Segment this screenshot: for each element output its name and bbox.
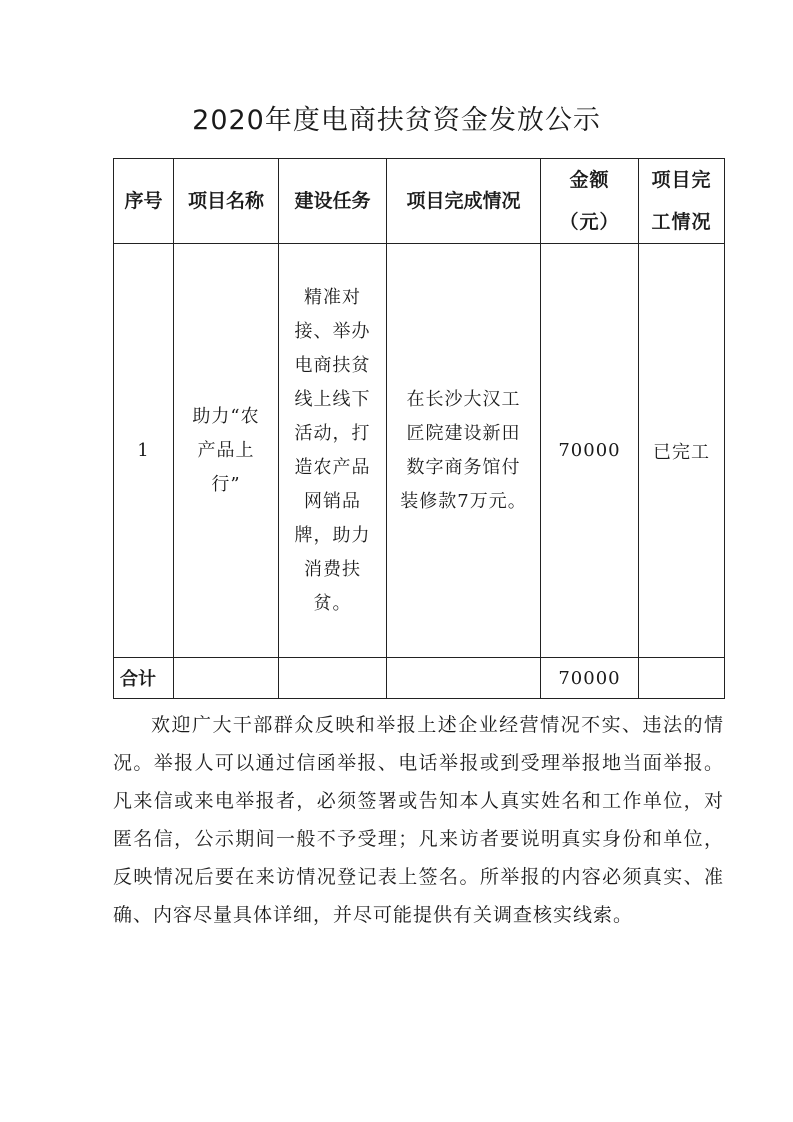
header-name: 项目名称: [174, 159, 279, 244]
total-empty-name: [174, 658, 279, 699]
notice-text: 欢迎广大干部群众反映和举报上述企业经营情况不实、违法的情况。举报人可以通过信函举报、电话举报或到受理举报地当面举报。凡来信或来电举报者，必须签署或告知本人真实姓名和工作单位，对匿名信，公示期间一般不予受理；凡来访者要说明真实身份和单位，反映情况后要在来访情况登记表上签名。所举报的内容必须真实、准确、内容尽量具体详细，并尽可能提供有关调查核实线索。: [113, 714, 724, 926]
total-row: [114, 658, 725, 699]
table-row: [114, 244, 725, 658]
total-empty-task: [279, 658, 387, 699]
header-completion: [639, 159, 725, 244]
cell-amount: [541, 244, 639, 658]
total-amount-value: 70000: [558, 667, 621, 689]
header-task: 建设任务: [279, 159, 387, 244]
notice-paragraph: [113, 706, 724, 934]
header-amount-label: 金额（元）: [559, 169, 620, 233]
fund-table: [113, 158, 725, 699]
cell-task-value: 精准对接、举办电商扶贫线上线下活动，打造农产品网销品牌，助力消费扶贫。: [294, 286, 371, 614]
header-completion-label: 项目完工情况: [651, 169, 712, 233]
header-seq: 序号: [114, 159, 174, 244]
page-title: 2020年度电商扶贫资金发放公示: [192, 105, 601, 136]
table-header-row: [114, 159, 725, 244]
total-label: 合计: [114, 658, 174, 699]
cell-completion-value: 已完工: [653, 441, 710, 463]
total-empty-completion: [639, 658, 725, 699]
header-status: 项目完成情况: [387, 159, 541, 244]
cell-seq-value: 1: [137, 440, 150, 461]
cell-name: [174, 244, 279, 658]
cell-status-value: 在长沙大汉工匠院建设新田数字商务馆付装修款7万元。: [400, 388, 527, 512]
cell-task: [279, 244, 387, 658]
cell-amount-value: 70000: [558, 440, 621, 461]
cell-completion: [639, 244, 725, 658]
header-amount: [541, 159, 639, 244]
total-empty-status: [387, 658, 541, 699]
cell-status: [387, 244, 541, 658]
cell-seq: [114, 244, 174, 658]
cell-name-value: 助力“农产品上行”: [192, 405, 260, 495]
total-amount: [541, 658, 639, 699]
